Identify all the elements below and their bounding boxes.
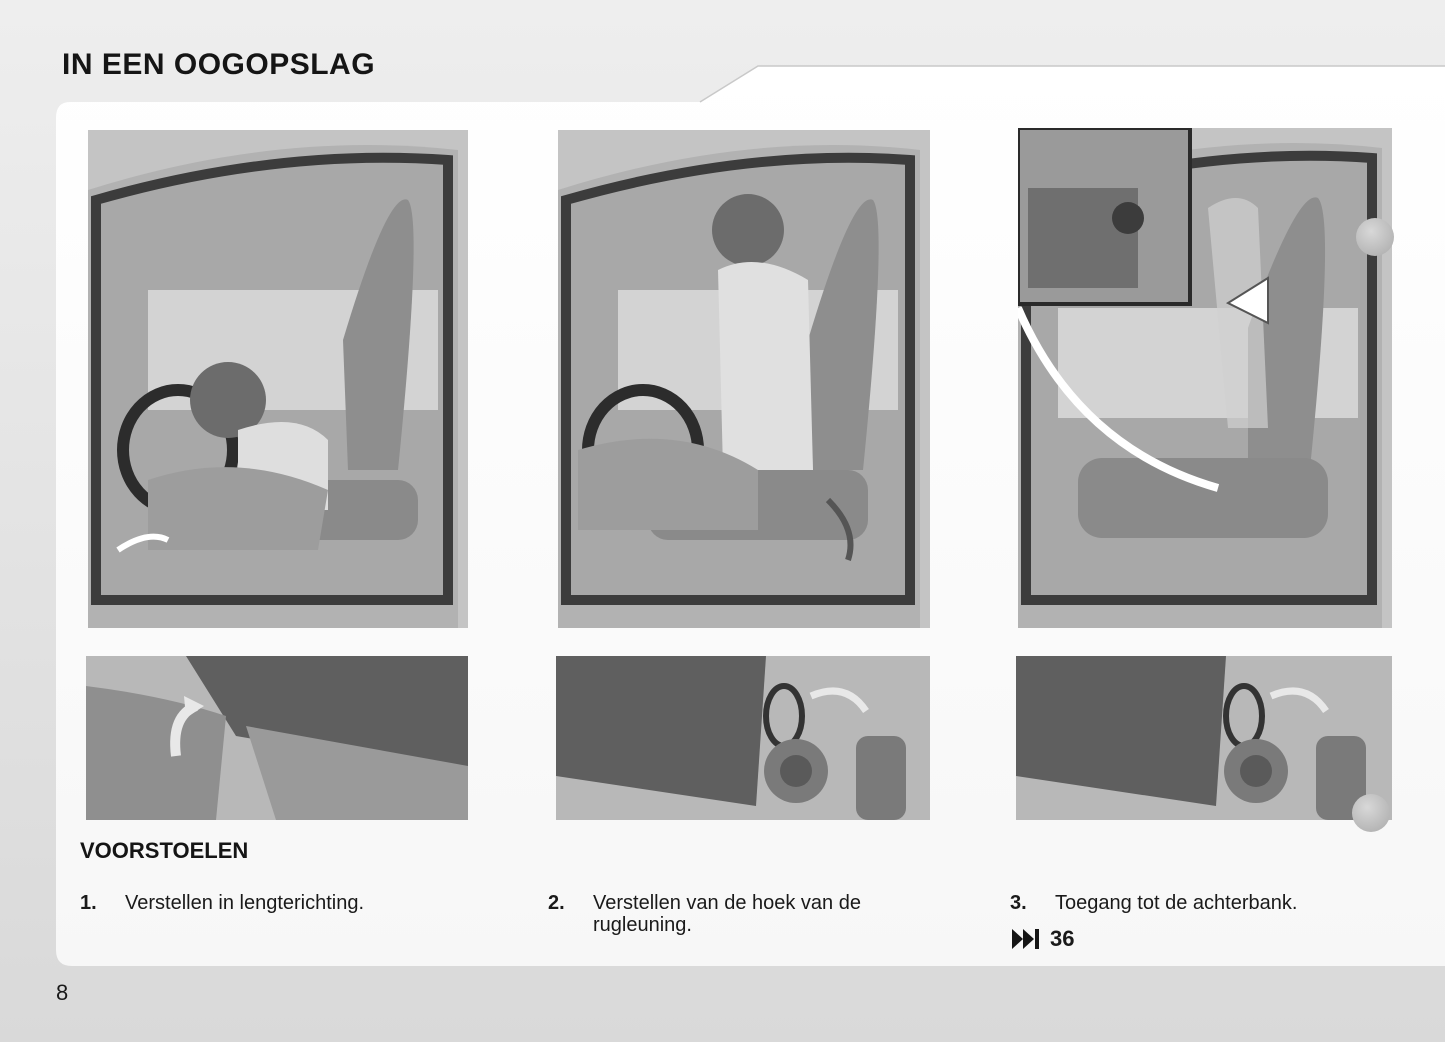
detail-backrest-knob (556, 656, 930, 820)
detail-tilt-knob (1016, 656, 1392, 820)
page-reference[interactable] (1012, 926, 1074, 952)
step-text: Verstellen van de hoek van de rugleuning. (593, 892, 861, 936)
illustration-seat-longitudinal (88, 130, 468, 628)
section-title: VOORSTOELEN (80, 838, 249, 863)
step-number: 3. (1010, 892, 1027, 914)
page-number: 8 (56, 980, 69, 1005)
illustration-rear-access (1018, 128, 1392, 628)
step-number: 2. (548, 892, 565, 914)
step-text: Toegang tot de achterbank. (1055, 892, 1298, 914)
page-title: IN EEN OOGOPSLAG (62, 48, 376, 81)
detail-lever-front (86, 656, 468, 820)
edge-tab-marker (1356, 218, 1394, 256)
step-text: Verstellen in lengterichting. (125, 892, 365, 914)
step-number: 1. (80, 892, 97, 914)
reference-page-number: 36 (1050, 926, 1075, 951)
illustration-seat-backrest (558, 130, 930, 628)
edge-tab-marker (1352, 794, 1390, 832)
skip-forward-icon (1012, 929, 1040, 949)
